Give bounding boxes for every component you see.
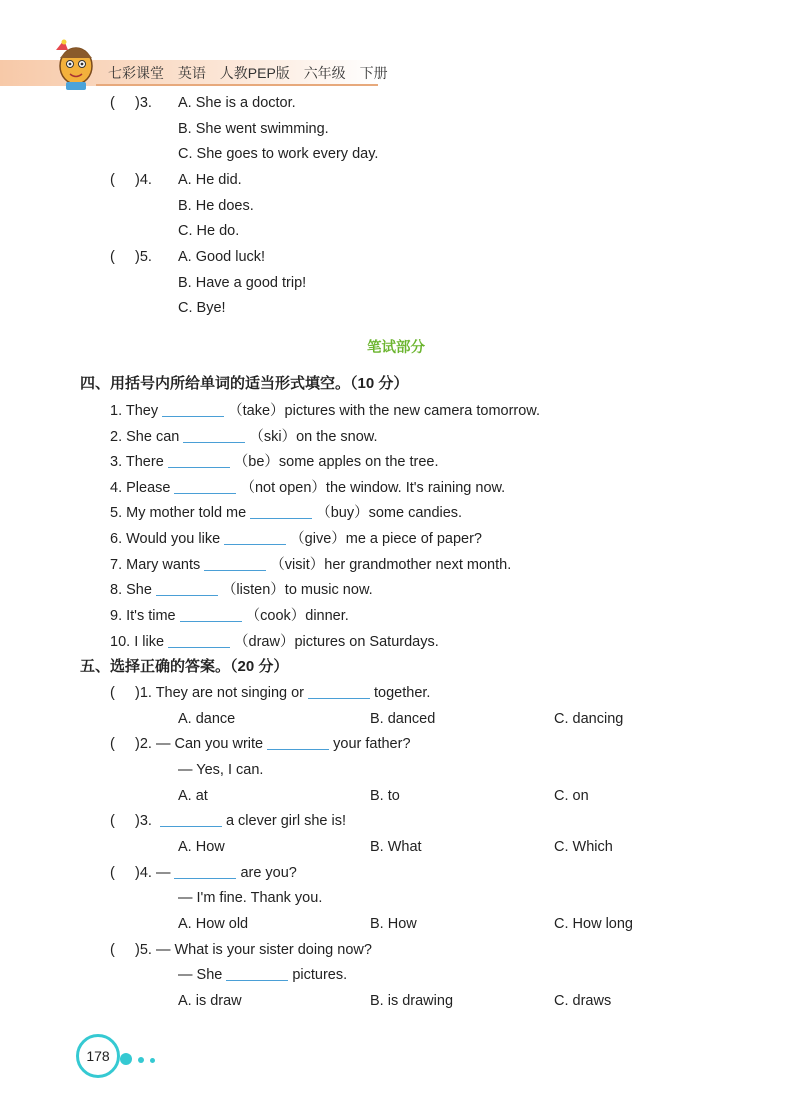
listen-q3-option-b: B. She went swimming. bbox=[178, 121, 329, 137]
listen-q5-number: 5 bbox=[139, 249, 148, 265]
s5-q1-option-a: A. dance bbox=[178, 711, 236, 727]
s4-item-2: 2. She can （ski）on the snow. bbox=[110, 429, 378, 445]
s4-item-5: 5. My mother told me （buy）some candies. bbox=[110, 505, 463, 521]
s5-q3-option-c: C. Which bbox=[554, 839, 613, 855]
section5-title: 五、选择正确的答案。（20 分） bbox=[80, 658, 289, 675]
header-volume: 下册 bbox=[359, 65, 388, 81]
answer-blank[interactable] bbox=[180, 607, 242, 622]
page-dot-large bbox=[120, 1053, 132, 1065]
listen-q3-bracket: ( )3. bbox=[110, 95, 152, 111]
listen-q4-number: 4 bbox=[139, 172, 148, 188]
answer-blank[interactable] bbox=[183, 428, 245, 443]
page-dot-small bbox=[150, 1058, 155, 1063]
s5-q2-option-b: B. to bbox=[370, 788, 400, 804]
s5-q4-option-c: C. How long bbox=[554, 916, 633, 932]
s4-item-1: 1. They （take）pictures with the new camera tomorrow. bbox=[110, 403, 541, 419]
s5-q2-reply: — Yes, I can. bbox=[178, 762, 264, 778]
answer-blank[interactable] bbox=[168, 453, 230, 468]
s4-item-4: 4. Please （not open）the window. It's raining now. bbox=[110, 480, 506, 496]
s5-q1-stem: ( )1. They are not singing or together. bbox=[110, 685, 431, 701]
answer-blank[interactable] bbox=[226, 966, 288, 981]
s4-item-6: 6. Would you like （give）me a piece of paper? bbox=[110, 531, 482, 547]
header-underline bbox=[96, 84, 378, 86]
s4-item-8: 8. She （listen）to music now. bbox=[110, 582, 373, 598]
s5-q3-option-a: A. How bbox=[178, 839, 225, 855]
answer-blank[interactable] bbox=[160, 812, 222, 827]
answer-blank[interactable] bbox=[267, 735, 329, 750]
section4-title: 四、用括号内所给单词的适当形式填空。（10 分） bbox=[80, 375, 409, 392]
answer-blank[interactable] bbox=[308, 684, 370, 699]
listen-q5-option-a: A. Good luck! bbox=[178, 249, 266, 265]
s5-q5-stem: ( )5. — What is your sister doing now? bbox=[110, 942, 372, 958]
answer-blank[interactable] bbox=[204, 556, 266, 571]
s5-q1-option-c: C. dancing bbox=[554, 711, 624, 727]
answer-blank[interactable] bbox=[250, 504, 312, 519]
listen-q5-bracket: ( )5. bbox=[110, 249, 152, 265]
listen-q4-option-c: C. He do. bbox=[178, 223, 240, 239]
answer-blank[interactable] bbox=[162, 402, 224, 417]
answer-blank[interactable] bbox=[168, 633, 230, 648]
s5-q3-stem: ( )3. a clever girl she is! bbox=[110, 813, 347, 829]
s5-q4-reply: — I'm fine. Thank you. bbox=[178, 890, 323, 906]
header-edition: 人教PEP版 bbox=[219, 65, 290, 81]
listen-q3-option-c: C. She goes to work every day. bbox=[178, 146, 379, 162]
page-number: 178 bbox=[76, 1034, 120, 1078]
listen-q3-option-a: A. She is a doctor. bbox=[178, 95, 296, 111]
s5-q4-stem: ( )4. — are you? bbox=[110, 865, 297, 881]
s4-item-7: 7. Mary wants （visit）her grandmother next month. bbox=[110, 557, 512, 573]
header-title bbox=[108, 63, 398, 83]
s5-q2-option-c: C. on bbox=[554, 788, 589, 804]
s5-q2-stem: ( )2. — Can you write your father? bbox=[110, 736, 411, 752]
listen-q5-option-b: B. Have a good trip! bbox=[178, 275, 307, 291]
s4-item-10: 10. I like （draw）pictures on Saturdays. bbox=[110, 634, 439, 650]
s4-item-9: 9. It's time （cook）dinner. bbox=[110, 608, 349, 624]
answer-blank[interactable] bbox=[174, 479, 236, 494]
header-grade: 六年级 bbox=[303, 65, 346, 81]
page-dot-medium bbox=[138, 1057, 144, 1063]
s5-q5-option-a: A. is draw bbox=[178, 993, 242, 1009]
listen-q4-option-b: B. He does. bbox=[178, 198, 254, 214]
s5-q2-option-a: A. at bbox=[178, 788, 208, 804]
listen-q4-option-a: A. He did. bbox=[178, 172, 242, 188]
s5-q4-option-a: A. How old bbox=[178, 916, 249, 932]
listen-q5-option-c: C. Bye! bbox=[178, 300, 226, 316]
listen-q3-number: 3 bbox=[139, 95, 148, 111]
header-subject: 英语 bbox=[177, 65, 206, 81]
s5-q4-option-b: B. How bbox=[370, 916, 417, 932]
s5-q5-option-b: B. is drawing bbox=[370, 993, 454, 1009]
s5-q3-option-b: B. What bbox=[370, 839, 422, 855]
written-section-title: 笔试部分 bbox=[367, 340, 425, 356]
s4-item-3: 3. There （be）some apples on the tree. bbox=[110, 454, 439, 470]
s5-q1-option-b: B. danced bbox=[370, 711, 436, 727]
s5-q5-reply: — She pictures. bbox=[178, 967, 348, 983]
mascot-icon bbox=[46, 36, 106, 92]
answer-blank[interactable] bbox=[224, 530, 286, 545]
answer-blank[interactable] bbox=[156, 581, 218, 596]
s5-q5-option-c: C. draws bbox=[554, 993, 612, 1009]
answer-blank[interactable] bbox=[174, 864, 236, 879]
listen-q4-bracket: ( )4. bbox=[110, 172, 152, 188]
header-series: 七彩课堂 bbox=[108, 65, 164, 81]
